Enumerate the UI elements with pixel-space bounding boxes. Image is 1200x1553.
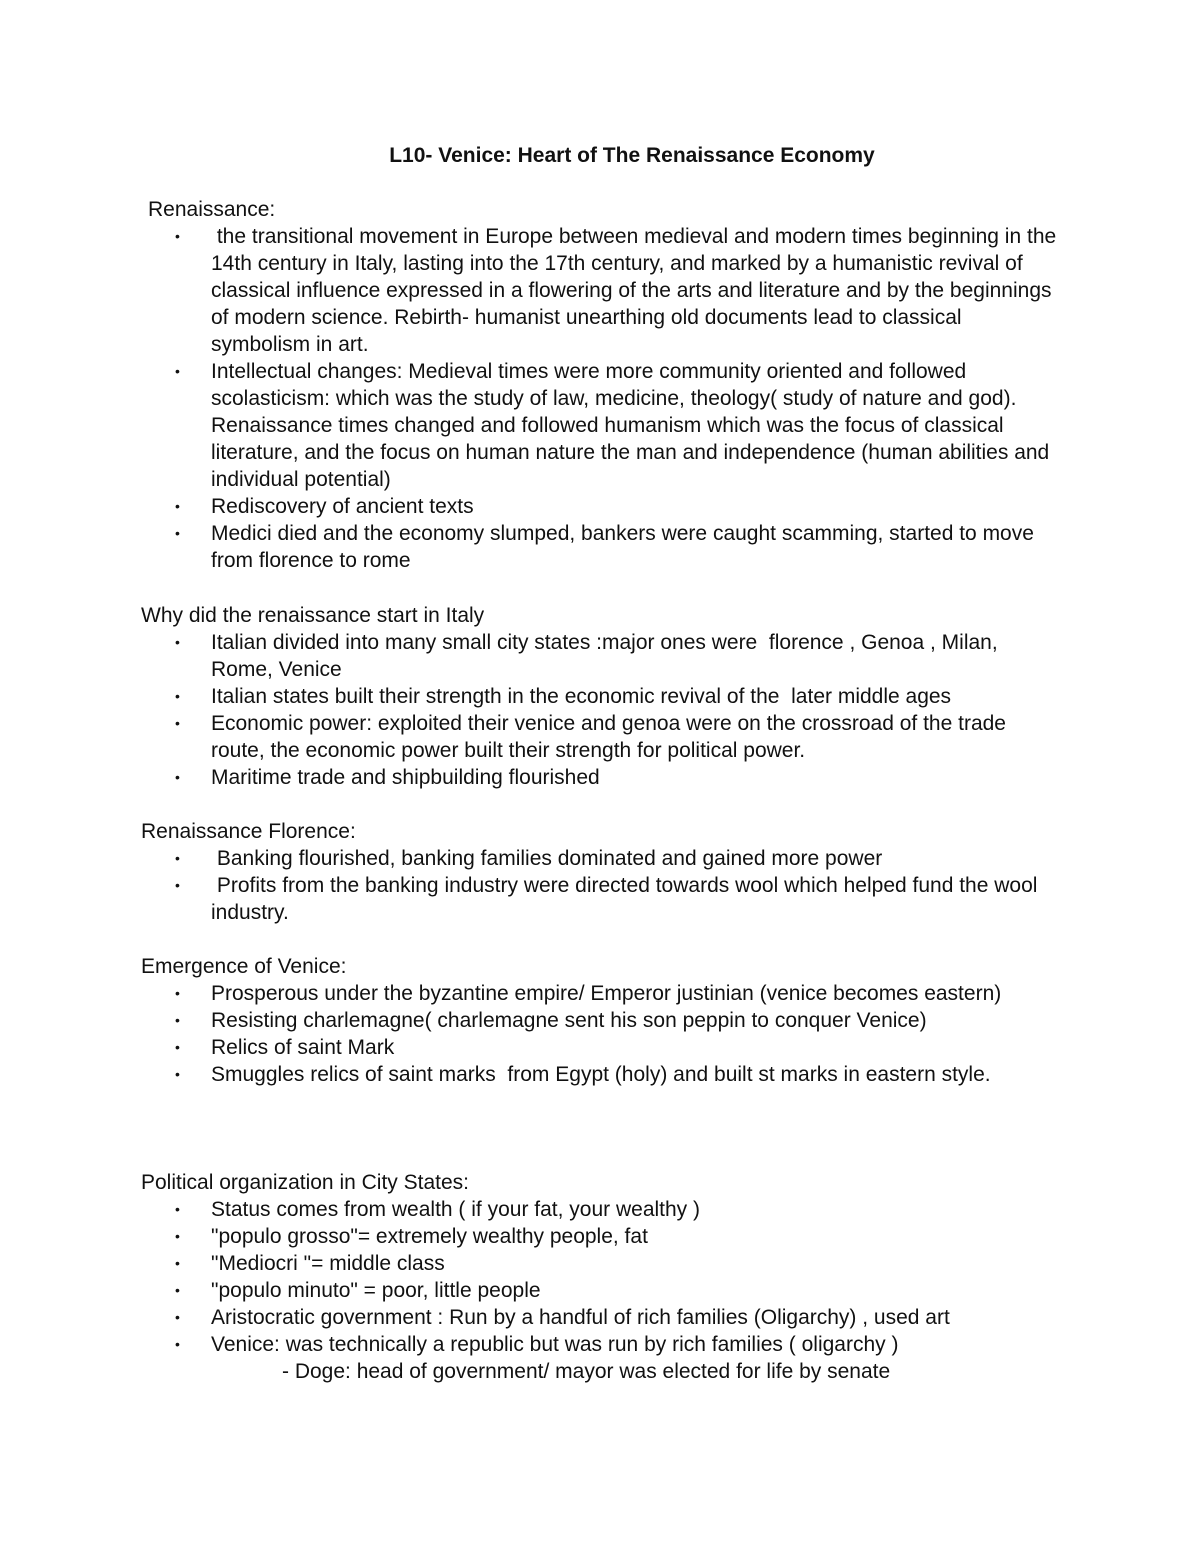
list-item-text: Italian divided into many small city states :major ones were florence , Genoa , Milan, Rome, Venice bbox=[211, 631, 1004, 681]
list-item-text: Intellectual changes: Medieval times were more community oriented and followed scolasticism: which was the study of law, medicine, theology( study of nature and god). Renaissance times changed and followed humanism which was the focus of classical literature, and the focus on human nature the man and independence (human abilities and individual potential) bbox=[211, 360, 1050, 491]
list-item-text: Economic power: exploited their venice and genoa were on the crossroad of the trade route, the economic power built their strength for political power. bbox=[211, 712, 1006, 762]
list-item-text: "populo grosso"= extremely wealthy people, fat bbox=[211, 1225, 648, 1248]
list-item-text: "populo minuto" = poor, little people bbox=[211, 1279, 541, 1302]
list-item bbox=[0, 980, 1061, 1007]
bullet-icon: • bbox=[175, 498, 180, 514]
list-item bbox=[0, 1196, 1061, 1223]
list-item bbox=[0, 764, 1061, 791]
list-item-text: Aristocratic government : Run by a handful of rich families (Oligarchy) , used art bbox=[211, 1306, 950, 1329]
list-item-text: Italian states built their strength in the economic revival of the later middle ages bbox=[211, 685, 952, 708]
list-item-text: Prosperous under the byzantine empire/ Emperor justinian (venice becomes eastern) bbox=[211, 982, 1002, 1005]
list-item bbox=[0, 358, 1061, 493]
bullet-list bbox=[0, 845, 1200, 926]
list-item bbox=[0, 223, 1061, 358]
bullet-icon: • bbox=[175, 1228, 180, 1244]
bullet-icon: • bbox=[175, 1201, 180, 1217]
list-item bbox=[0, 1250, 1061, 1277]
section-why-italy bbox=[0, 602, 1200, 791]
list-item-text: the transitional movement in Europe between medieval and modern times beginning in the 14th century in Italy, lasting into the 17th century, and marked by a humanistic revival of classical influence expressed in a flowering of the arts and literature and by the beginnings of modern science. Rebirth- humanist unearthing old documents lead to classical symbolism in art. bbox=[211, 225, 1063, 356]
list-item bbox=[0, 1034, 1061, 1061]
document-title: L10- Venice: Heart of The Renaissance Economy bbox=[389, 144, 875, 167]
list-item bbox=[0, 683, 1061, 710]
list-item bbox=[0, 845, 1061, 872]
section-political-organization bbox=[0, 1169, 1200, 1385]
sub-point-doge: - Doge: head of government/ mayor was elected for life by senate bbox=[282, 1360, 891, 1383]
list-item bbox=[0, 493, 1061, 520]
bullet-list bbox=[0, 223, 1200, 574]
bullet-icon: • bbox=[175, 769, 180, 785]
list-item bbox=[0, 872, 1061, 926]
section-emergence-of-venice bbox=[0, 953, 1200, 1088]
list-item-text: Status comes from wealth ( if your fat, your wealthy ) bbox=[211, 1198, 701, 1221]
bullet-icon: • bbox=[175, 634, 180, 650]
section-heading: Renaissance: bbox=[148, 198, 276, 221]
bullet-icon: • bbox=[175, 715, 180, 731]
list-item-text: Resisting charlemagne( charlemagne sent his son peppin to conquer Venice) bbox=[211, 1009, 927, 1032]
list-item-text: Relics of saint Mark bbox=[211, 1036, 395, 1059]
list-item bbox=[0, 710, 1061, 764]
bullet-icon: • bbox=[175, 877, 180, 893]
section-heading: Emergence of Venice: bbox=[141, 955, 347, 978]
section-heading: Political organization in City States: bbox=[141, 1171, 469, 1194]
bullet-icon: • bbox=[175, 1282, 180, 1298]
bullet-icon: • bbox=[175, 1309, 180, 1325]
list-item-text: "Mediocri "= middle class bbox=[211, 1252, 445, 1275]
bullet-icon: • bbox=[175, 525, 180, 541]
list-item bbox=[0, 1007, 1061, 1034]
list-item-text: Maritime trade and shipbuilding flourished bbox=[211, 766, 600, 789]
bullet-icon: • bbox=[175, 850, 180, 866]
section-renaissance-florence bbox=[0, 818, 1200, 926]
section-renaissance bbox=[0, 196, 1200, 574]
list-item-text: Profits from the banking industry were directed towards wool which helped fund the wool industry. bbox=[211, 874, 1044, 924]
bullet-icon: • bbox=[175, 1066, 180, 1082]
bullet-icon: • bbox=[175, 228, 180, 244]
section-heading: Renaissance Florence: bbox=[141, 820, 356, 843]
list-item bbox=[0, 629, 1061, 683]
bullet-icon: • bbox=[175, 1336, 180, 1352]
bullet-icon: • bbox=[175, 1255, 180, 1271]
list-item-text: Medici died and the economy slumped, bankers were caught scamming, started to move from florence to rome bbox=[211, 522, 1034, 572]
list-item-text: Banking flourished, banking families dominated and gained more power bbox=[211, 847, 883, 870]
list-item bbox=[0, 1331, 1061, 1358]
list-item bbox=[0, 1277, 1061, 1304]
bullet-list bbox=[0, 980, 1200, 1088]
list-item bbox=[0, 520, 1061, 574]
bullet-icon: • bbox=[175, 985, 180, 1001]
bullet-list bbox=[0, 1196, 1200, 1358]
list-item bbox=[0, 1223, 1061, 1250]
list-item-text: Smuggles relics of saint marks from Egypt (holy) and built st marks in eastern style. bbox=[211, 1063, 991, 1086]
bullet-icon: • bbox=[175, 1039, 180, 1055]
list-item bbox=[0, 1304, 1061, 1331]
bullet-icon: • bbox=[175, 363, 180, 379]
list-item bbox=[0, 1061, 1061, 1088]
section-heading: Why did the renaissance start in Italy bbox=[141, 604, 485, 627]
bullet-list bbox=[0, 629, 1200, 791]
list-item-text: Venice: was technically a republic but was run by rich families ( oligarchy ) bbox=[211, 1333, 899, 1356]
bullet-icon: • bbox=[175, 1012, 180, 1028]
bullet-icon: • bbox=[175, 688, 180, 704]
list-item-text: Rediscovery of ancient texts bbox=[211, 495, 474, 518]
